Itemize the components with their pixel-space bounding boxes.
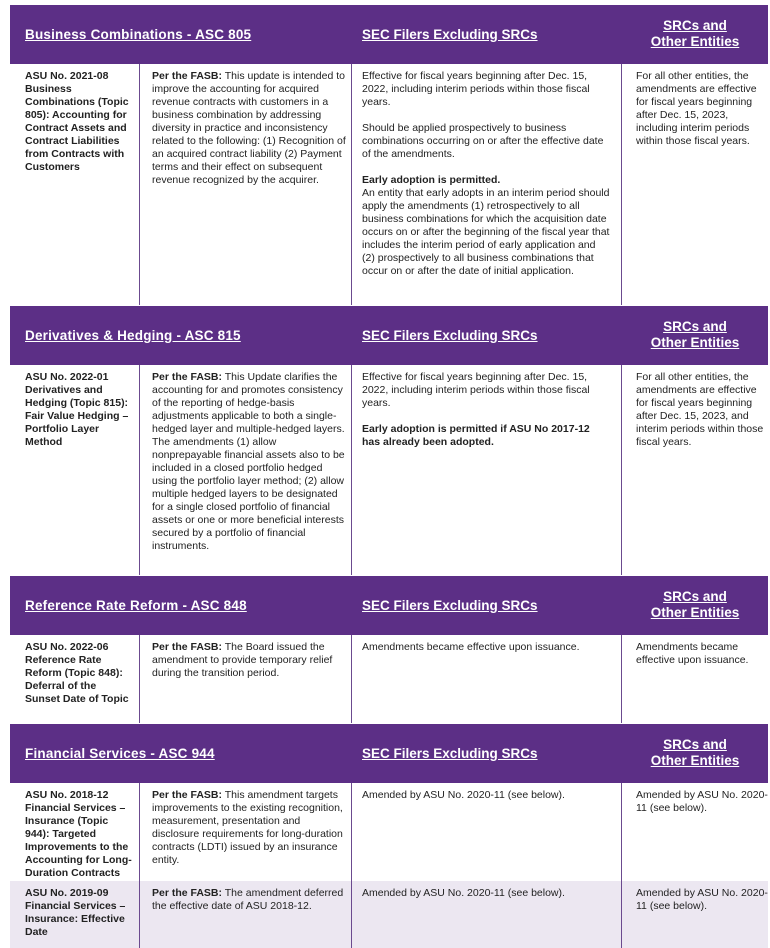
sec-filers-header[interactable]: SEC Filers Excluding SRCs <box>362 598 538 613</box>
asu-name: ASU No. 2022-01 Derivatives and Hedging (Topic 815): Fair Value Hedging – Portfolio Layer Method <box>25 371 129 448</box>
section-reference-rate-reform <box>10 576 768 723</box>
src-effective-date: Amended by ASU No. 2020-11 (see below). <box>636 887 768 912</box>
section-title[interactable]: Business Combinations - ASC 805 <box>25 27 252 42</box>
table-row <box>10 635 768 723</box>
asu-name: ASU No. 2018-12 Financial Services – Insurance (Topic 944): Targeted Improvements to the Accounting for Long-Duration Contracts <box>25 789 132 879</box>
src-effective-date: For all other entities, the amendments are effective for fiscal years beginning after Dec. 15, 2023, including interim periods within those fiscal years. <box>636 70 757 147</box>
section-header <box>10 576 768 635</box>
sec-filers-header[interactable]: SEC Filers Excluding SRCs <box>362 27 538 42</box>
sec-effective-date: Amendments became effective upon issuance. <box>362 641 580 653</box>
srcs-header[interactable]: SRCs and Other Entities <box>650 319 740 350</box>
src-effective-date: Amendments became effective upon issuance. <box>636 641 749 666</box>
srcs-header[interactable]: SRCs and Other Entities <box>650 737 740 768</box>
asu-name: ASU No. 2021-08 Business Combinations (Topic 805): Accounting for Contract Assets and Contract Liabilities from Contracts with Customers <box>25 70 129 173</box>
fasb-description: Per the FASB: This Update clarifies the accounting for and promotes consistency of the reporting of hedge-basis adjustments applicable to both a single-hedged layer and multiple-hedged layers. The amendments (1) allow nonprepayable financial assets also to be included in a closed portfolio hedged using the portfolio layer method; (2) allow multiple hedged layers to be designated for a single closed portfolio of financial assets or one or more beneficial interests secured by a portfolio of financial instruments. <box>152 371 345 552</box>
src-effective-date: Amended by ASU No. 2020-11 (see below). <box>636 789 768 814</box>
asu-name: ASU No. 2019-09 Financial Services – Insurance: Effective Date <box>25 887 126 938</box>
fasb-description: Per the FASB: This update is intended to improve the accounting for acquired revenue contracts with customers in a business combination by addressing diversity in practice and inconsistency related to the following: (1) Recognition of an acquired contract liability (2) Payment terms and their effect on subsequent revenue recognized by the acquirer. <box>152 70 346 186</box>
section-business-combinations <box>10 5 768 305</box>
srcs-header[interactable]: SRCs and Other Entities <box>650 18 740 49</box>
table-row <box>10 881 768 948</box>
table-row <box>10 365 768 575</box>
fasb-description: Per the FASB: The amendment deferred the effective date of ASU 2018-12. <box>152 887 344 912</box>
fasb-description: Per the FASB: This amendment targets improvements to the existing recognition, measurement, presentation and disclosure requirements for long-duration contracts (LDTI) issued by an insurance entity. <box>152 789 343 866</box>
srcs-header[interactable]: SRCs and Other Entities <box>650 589 740 620</box>
section-header <box>10 724 768 783</box>
sec-filers-header[interactable]: SEC Filers Excluding SRCs <box>362 328 538 343</box>
section-header <box>10 306 768 365</box>
fasb-description: Per the FASB: The Board issued the amendment to provide temporary relief during the transition period. <box>152 641 333 679</box>
src-effective-date: For all other entities, the amendments are effective for fiscal years beginning after Dec. 15, 2023, and interim periods within those fiscal years. <box>636 371 764 448</box>
sec-effective-date: Amended by ASU No. 2020-11 (see below). <box>362 887 565 899</box>
asu-name: ASU No. 2022-06 Reference Rate Reform (Topic 848): Deferral of the Sunset Date of Topic <box>25 641 129 705</box>
section-derivatives-hedging <box>10 306 768 575</box>
section-header <box>10 5 768 64</box>
sec-filers-header[interactable]: SEC Filers Excluding SRCs <box>362 746 538 761</box>
sec-effective-date: Effective for fiscal years beginning after Dec. 15, 2022, including interim periods within those fiscal years. Early adoption is permitted if ASU No 2017-12 has already been adopted. <box>362 371 590 448</box>
asu-table <box>2 0 768 948</box>
table-row <box>10 64 768 305</box>
section-title[interactable]: Derivatives & Hedging - ASC 815 <box>25 328 241 343</box>
section-financial-services <box>10 724 768 948</box>
sec-effective-date: Amended by ASU No. 2020-11 (see below). <box>362 789 565 801</box>
section-title[interactable]: Reference Rate Reform - ASC 848 <box>25 598 247 613</box>
section-title[interactable]: Financial Services - ASC 944 <box>25 746 215 761</box>
table-row <box>10 783 768 881</box>
sec-effective-date: Effective for fiscal years beginning after Dec. 15, 2022, including interim periods within those fiscal years. Should be applied prospectively to business combinations occurring on or after the effective date of the amendments. Early adoption is permitted. An entity that early adopts in an interim period should apply the amendments (1) retrospectively to all business combinations for which the acquisition date occurs on or after the beginning of the fiscal year that includes the interim period of early application and (2) prospectively to all business combinations that occur on or after the date of initial application. <box>362 70 610 277</box>
